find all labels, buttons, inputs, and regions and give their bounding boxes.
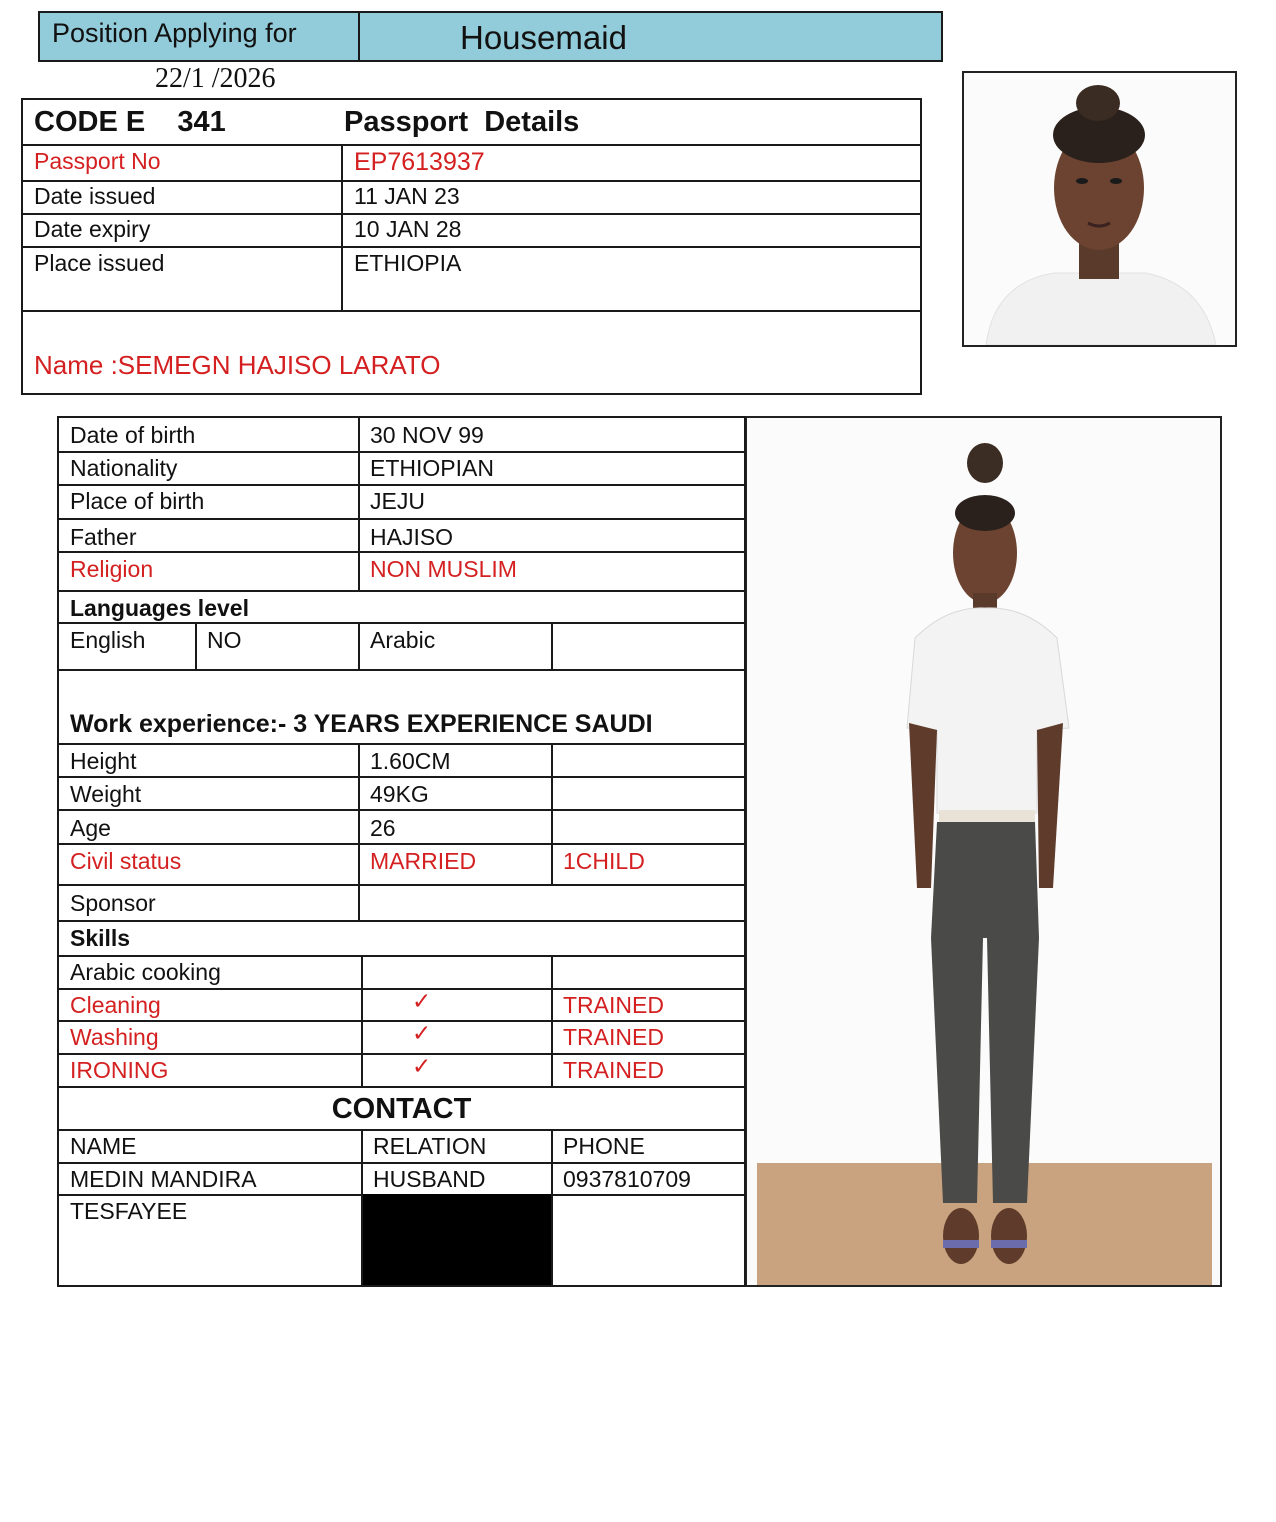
skill-cleaning-status: TRAINED bbox=[563, 992, 664, 1018]
applicant-details-table bbox=[57, 416, 746, 1287]
religion-value: NON MUSLIM bbox=[370, 556, 517, 582]
skill-washing-status: TRAINED bbox=[563, 1024, 664, 1050]
code-label: CODE E 341 bbox=[34, 106, 226, 138]
position-value: Housemaid bbox=[460, 19, 627, 56]
place-of-birth-label: Place of birth bbox=[70, 488, 205, 514]
date-issued-value: 11 JAN 23 bbox=[341, 180, 920, 213]
position-header bbox=[38, 11, 943, 62]
portrait-photo-image bbox=[964, 73, 1235, 345]
skill-ironing-status: TRAINED bbox=[563, 1057, 664, 1083]
skill-ironing: IRONING bbox=[70, 1057, 169, 1083]
date-expiry-label: Date expiry bbox=[34, 216, 151, 242]
nationality-label: Nationality bbox=[70, 455, 178, 481]
skill-cleaning: Cleaning bbox=[70, 992, 161, 1018]
passport-title-row bbox=[23, 100, 920, 146]
dob-value: 30 NOV 99 bbox=[370, 422, 484, 448]
height-value: 1.60CM bbox=[370, 748, 451, 774]
father-value: HAJISO bbox=[370, 524, 454, 550]
applicant-name: Name :SEMEGN HAJISO LARATO bbox=[34, 350, 441, 380]
skill-cleaning-check: ✓ bbox=[412, 988, 432, 1014]
full-length-photo bbox=[745, 416, 1222, 1287]
redacted-block bbox=[361, 1194, 552, 1285]
sponsor-label: Sponsor bbox=[70, 890, 156, 916]
skill-washing: Washing bbox=[70, 1024, 159, 1050]
languages-title: Languages level bbox=[70, 595, 249, 621]
age-value: 26 bbox=[370, 815, 396, 841]
dob-label: Date of birth bbox=[70, 422, 196, 448]
full-length-photo-image bbox=[747, 418, 1220, 1285]
height-label: Height bbox=[70, 748, 137, 774]
skill-washing-check: ✓ bbox=[412, 1020, 432, 1046]
age-label: Age bbox=[70, 815, 111, 841]
date-expiry-value: 10 JAN 28 bbox=[341, 213, 920, 246]
date-expiry-row bbox=[23, 213, 920, 248]
place-issued-row bbox=[23, 246, 920, 312]
passport-no-row bbox=[23, 144, 920, 182]
civil-status-label: Civil status bbox=[70, 848, 182, 874]
application-date: 22/1 /2026 bbox=[155, 63, 276, 94]
position-label: Position Applying for bbox=[40, 13, 360, 60]
place-issued-value: ETHIOPIA bbox=[341, 246, 920, 310]
contact-relation: HUSBAND bbox=[373, 1166, 486, 1192]
skill-arabic-cooking: Arabic cooking bbox=[70, 959, 221, 985]
contact-header-relation: RELATION bbox=[373, 1133, 487, 1159]
passport-title: Passport Details bbox=[344, 106, 580, 138]
portrait-photo bbox=[962, 71, 1237, 347]
place-of-birth-value: JEJU bbox=[370, 488, 425, 514]
skills-title: Skills bbox=[70, 925, 131, 951]
place-issued-label: Place issued bbox=[34, 250, 165, 276]
english-label: English bbox=[70, 627, 146, 653]
english-level: NO bbox=[207, 627, 242, 653]
nationality-value: ETHIOPIAN bbox=[370, 455, 494, 481]
work-experience: Work experience:- 3 YEARS EXPERIENCE SAUDI bbox=[70, 710, 653, 738]
children-count: 1CHILD bbox=[563, 848, 645, 874]
passport-no-value: EP7613937 bbox=[341, 144, 920, 180]
arabic-label: Arabic bbox=[370, 627, 436, 653]
contact-name-line2: TESFAYEE bbox=[70, 1198, 188, 1224]
weight-value: 49KG bbox=[370, 781, 429, 807]
date-issued-label: Date issued bbox=[34, 183, 156, 209]
weight-label: Weight bbox=[70, 781, 142, 807]
skill-ironing-check: ✓ bbox=[412, 1053, 432, 1079]
passport-no-label: Passport No bbox=[34, 148, 161, 174]
date-issued-row bbox=[23, 180, 920, 215]
father-label: Father bbox=[70, 524, 137, 550]
civil-status-value: MARRIED bbox=[370, 848, 477, 874]
contact-header-phone: PHONE bbox=[563, 1133, 645, 1159]
contact-phone: 0937810709 bbox=[563, 1166, 691, 1192]
religion-label: Religion bbox=[70, 556, 154, 582]
contact-name-line1: MEDIN MANDIRA bbox=[70, 1166, 257, 1192]
contact-header-name: NAME bbox=[70, 1133, 137, 1159]
passport-details-box bbox=[21, 98, 922, 395]
contact-title: CONTACT bbox=[331, 1093, 472, 1125]
